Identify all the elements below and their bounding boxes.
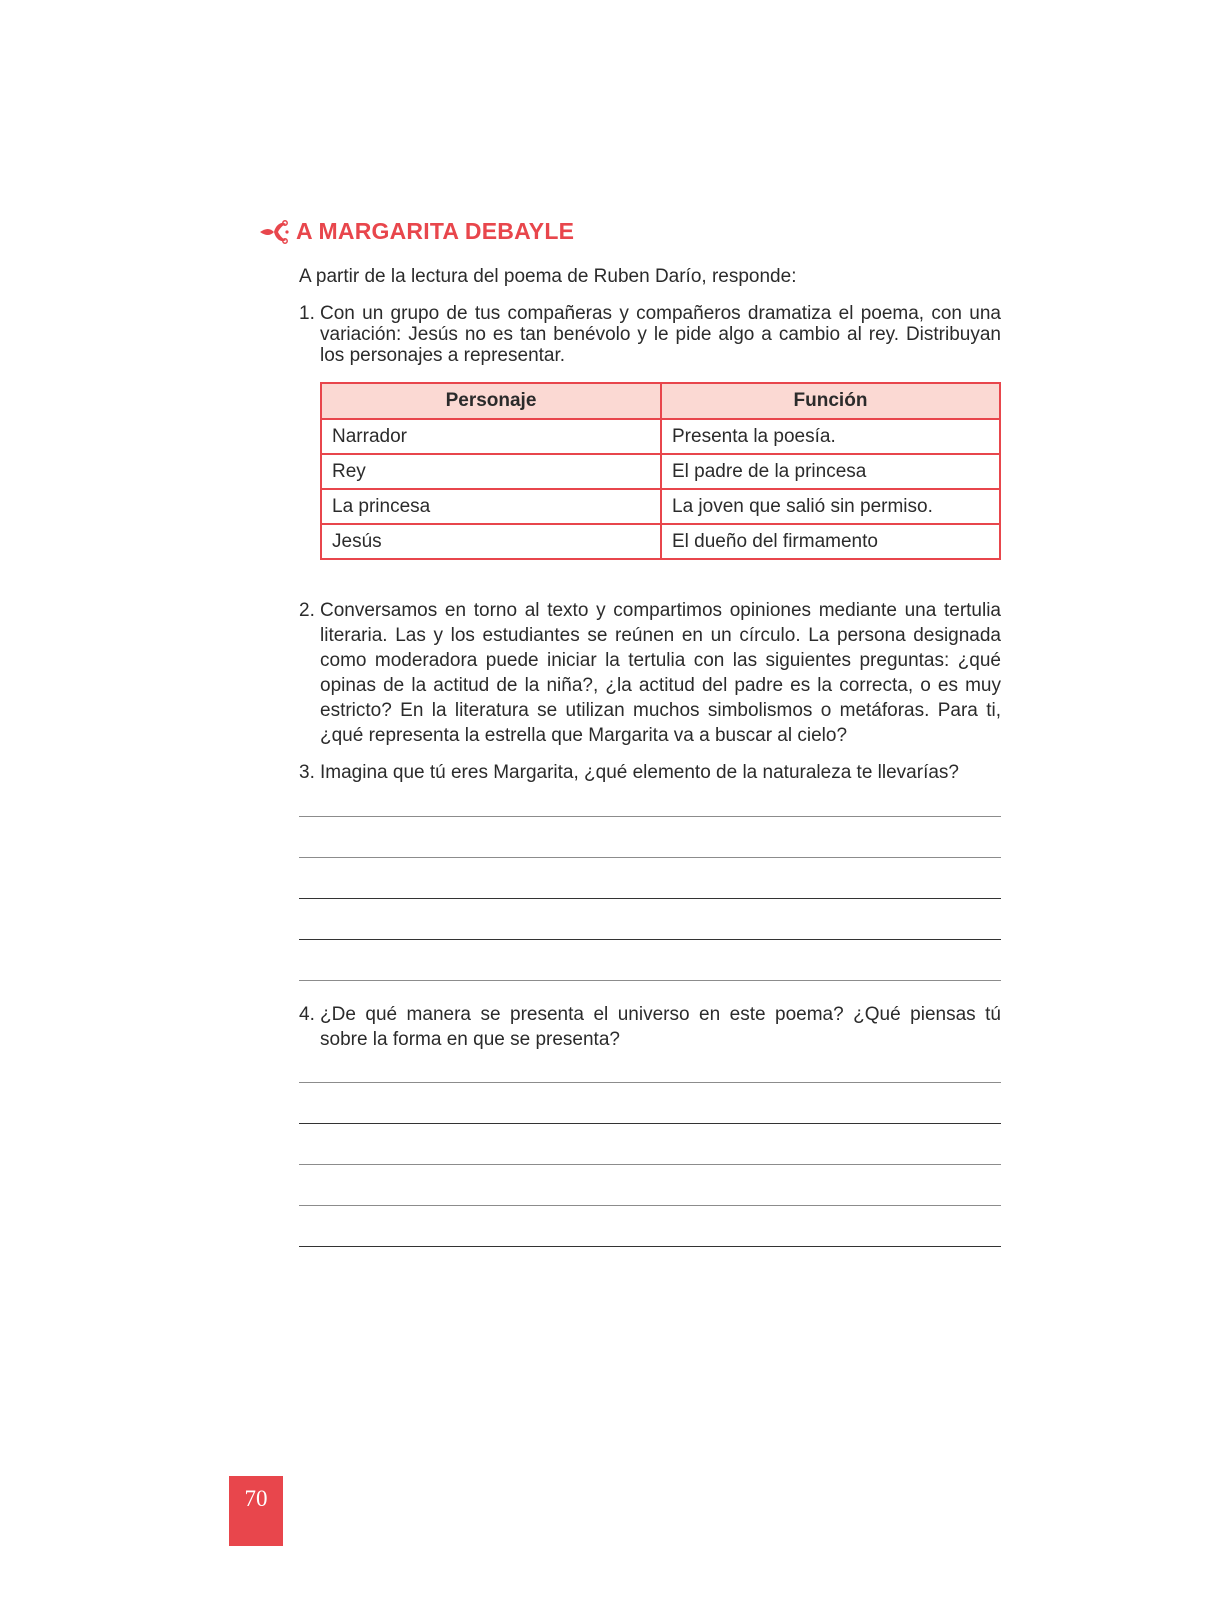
table-row [321, 524, 1000, 559]
question-2 [299, 598, 1001, 748]
question-number: 2. [299, 600, 315, 621]
header-personaje: Personaje [321, 383, 661, 419]
table-row [321, 489, 1000, 524]
answer-line[interactable] [299, 980, 1001, 981]
table-row [321, 419, 1000, 454]
answer-line[interactable] [299, 939, 1001, 940]
header-funcion: Función [661, 383, 1000, 419]
answer-line[interactable] [299, 898, 1001, 899]
cell-funcion: Presenta la poesía. [661, 419, 1000, 454]
roles-table [320, 382, 1001, 560]
cell-personaje: Jesús [321, 524, 661, 559]
section-title: A MARGARITA DEBAYLE [296, 218, 575, 244]
answer-line[interactable] [299, 857, 1001, 858]
question-3 [299, 760, 1001, 785]
fleuron-ornament-icon [258, 219, 290, 245]
question-text: Imagina que tú eres Margarita, ¿qué elemento de la naturaleza te llevarías? [320, 762, 959, 783]
question-text: ¿De qué manera se presenta el universo en este poema? ¿Qué piensas tú sobre la forma en que se presenta? [320, 1004, 1001, 1050]
answer-line[interactable] [299, 1164, 1001, 1165]
cell-funcion: El dueño del firmamento [661, 524, 1000, 559]
page-number: 70 [229, 1476, 283, 1546]
question-number: 3. [299, 762, 315, 783]
section-heading [258, 218, 574, 245]
question-number: 4. [299, 1004, 315, 1025]
question-4 [299, 1002, 1001, 1052]
question-number: 1. [299, 303, 315, 324]
answer-line[interactable] [299, 1082, 1001, 1083]
question-text: Conversamos en torno al texto y compartimos opiniones mediante una tertulia literaria. Las y los estudiantes se reúnen en un círculo. La persona designada como moderadora puede iniciar la tertulia con las siguientes preguntas: ¿qué opinas de la actitud de la niña?, ¿la actitud del padre es la correcta, o es muy estricto? En la literatura se utilizan muchos simbolismos o metáforas. Para ti, ¿qué representa la estrella que Margarita va a buscar al cielo? [320, 600, 1001, 746]
answer-line[interactable] [299, 1123, 1001, 1124]
intro-text: A partir de la lectura del poema de Ruben Darío, responde: [299, 266, 797, 287]
cell-personaje: Narrador [321, 419, 661, 454]
cell-personaje: La princesa [321, 489, 661, 524]
table-header-row [321, 383, 1000, 419]
answer-line[interactable] [299, 1246, 1001, 1247]
cell-funcion: El padre de la princesa [661, 454, 1000, 489]
question-text: Con un grupo de tus compañeras y compañeros dramatiza el poema, con una variación: Jesús no es tan benévolo y le pide algo a cambio al rey. Distribuyan los personajes a representar. [320, 303, 1001, 366]
cell-personaje: Rey [321, 454, 661, 489]
answer-line[interactable] [299, 1205, 1001, 1206]
cell-funcion: La joven que salió sin permiso. [661, 489, 1000, 524]
answer-line[interactable] [299, 816, 1001, 817]
question-1 [299, 303, 1001, 366]
table-row [321, 454, 1000, 489]
